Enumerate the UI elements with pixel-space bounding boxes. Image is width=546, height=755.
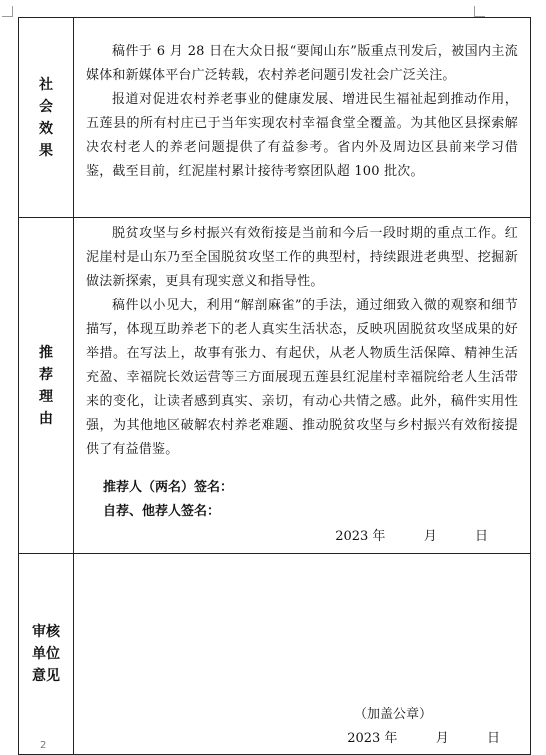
- row-audit-opinion: [19, 554, 531, 755]
- recommend-reason-label-cell: [19, 218, 74, 554]
- recommend-reason-paragraph-2: 稿件以小见大，利用“解剖麻雀”的手法，通过细致入微的观察和细节描写，体现互助养老下的老人真实生活状态，反映巩固脱贫攻坚成果的好举措。在写法上，故事有张力、有起伏，从老人物质生活保障、精神生活充盈、幸福院长效运营等三方面展现五莲县红泥崖村幸福院给老人生活带来的变化，让读者感到真实、亲切，有动心共情之感。此外，稿件实用性强，为其他地区破解农村养老难题、推动脱贫攻坚与乡村振兴有效衔接提供了有益借鉴。: [86, 298, 518, 457]
- social-effect-label-cell: [19, 18, 74, 218]
- audit-date-day: 日: [486, 731, 500, 746]
- recommend-reason-paragraph-1: 脱贫攻坚与乡村振兴有效衔接是当前和今后一段时期的重点工作。红泥崖村是山东乃至全国脱贫攻坚工作的典型村，持续跟进老典型、挖掘新做法新探索，更具有现实意义和指导性。: [86, 226, 518, 289]
- signature-recommenders[interactable]: 推荐人（两名）签名：: [103, 480, 234, 495]
- recommend-date-year: 2023 年: [335, 529, 386, 544]
- audit-date: [74, 728, 530, 750]
- audit-opinion-label: 审核单位意见: [32, 624, 60, 684]
- audit-opinion-label-cell: [19, 554, 74, 755]
- row-recommend-reason: [19, 218, 531, 554]
- recommend-reason-content-cell[interactable]: [74, 218, 531, 554]
- crop-mark-top-right: [474, 6, 485, 17]
- social-effect-content-cell[interactable]: [74, 18, 531, 218]
- recommend-reason-label: 推荐理由: [39, 344, 53, 427]
- recommend-date-month: 月: [423, 529, 437, 544]
- official-seal-note: （加盖公章）: [353, 707, 432, 722]
- audit-opinion-content-cell[interactable]: [74, 554, 531, 755]
- recommend-date: [86, 526, 518, 548]
- social-effect-label: 社会效果: [39, 76, 53, 159]
- social-effect-paragraph-1: 稿件于 6 月 28 日在大众日报“要闻山东”版重点刊发后，被国内主流媒体和新媒体平台广泛转载，农村养老问题引发社会广泛关注。: [86, 44, 518, 83]
- social-effect-paragraph-2: 报道对促进农村养老事业的健康发展、增进民生福祉起到推动作用，五莲县的所有村庄已于当年实现农村幸福食堂全覆盖。为其他区县探索解决农村老人的养老问题提供了有益参考。省内外及周边区县前来学习借鉴，截至目前，红泥崖村累计接待考察团队超 100 批次。: [86, 92, 518, 179]
- audit-date-year: 2023 年: [347, 731, 398, 746]
- recommend-date-day: 日: [474, 529, 488, 544]
- crop-mark-top-left: [2, 6, 13, 17]
- signature-self-or-other[interactable]: 自荐、他荐人签名：: [103, 504, 221, 519]
- recommendation-form-table: [18, 17, 531, 755]
- row-social-effect: [19, 18, 531, 218]
- audit-date-month: 月: [435, 731, 449, 746]
- page-number: 2: [40, 740, 47, 751]
